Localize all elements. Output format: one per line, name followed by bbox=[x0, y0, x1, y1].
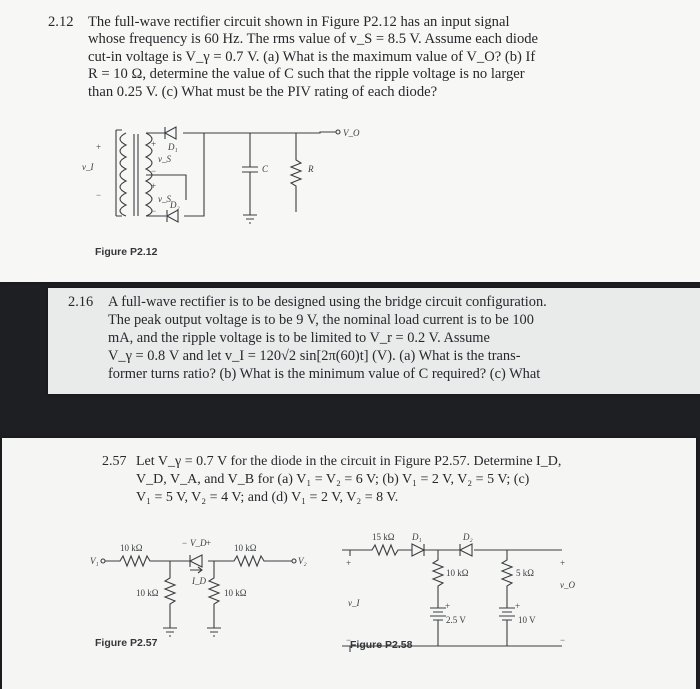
vd-label: V_D bbox=[190, 538, 207, 548]
vo-label: V_O bbox=[343, 128, 360, 138]
plus-sign: + bbox=[151, 139, 157, 149]
problem-number: 2.12 bbox=[48, 14, 74, 30]
d2-label: D₂ bbox=[463, 532, 473, 542]
resistor-label: 10 kΩ bbox=[446, 568, 469, 578]
problem-line: Let V_γ = 0.7 V for the diode in the circuit in Figure P2.57. Determine I_D, bbox=[136, 454, 562, 469]
minus-sign: − bbox=[182, 538, 188, 548]
id-label: I_D bbox=[192, 576, 206, 586]
vs-top-label: v_S bbox=[158, 154, 171, 164]
plus-sign: + bbox=[206, 538, 212, 548]
capacitor-label: C bbox=[262, 164, 269, 174]
problem-line: R = 10 Ω, determine the value of C such that the ripple voltage is no larger bbox=[88, 66, 525, 83]
source-label: 10 V bbox=[518, 615, 536, 625]
problem-2-57-page bbox=[2, 438, 696, 689]
problem-line: whose frequency is 60 Hz. The rms value of v_S = 8.5 V. Assume each diode bbox=[88, 31, 539, 48]
resistor-label: 10 kΩ bbox=[234, 543, 257, 553]
resistor-label: R bbox=[308, 164, 314, 174]
d2-label: D₂ bbox=[170, 200, 180, 210]
resistor-label: 15 kΩ bbox=[372, 532, 395, 542]
plus-sign: + bbox=[96, 142, 102, 152]
resistor-label: 10 kΩ bbox=[120, 543, 143, 553]
problem-number: 2.16 bbox=[68, 294, 94, 310]
figure-caption: Figure P2.57 bbox=[95, 637, 158, 649]
v2-label: V₂ bbox=[298, 556, 307, 566]
figure-p2-57-circuit bbox=[2, 518, 332, 689]
problem-2-57-text bbox=[102, 453, 682, 507]
vi-label: v_I bbox=[82, 162, 94, 172]
problem-line: A full-wave rectifier is to be designed using the bridge circuit configuration. bbox=[108, 294, 547, 310]
problem-line: cut-in voltage is V_γ = 0.7 V. (a) What is the maximum value of V_O? (b) If bbox=[88, 48, 536, 65]
source-label: 2.5 V bbox=[446, 615, 466, 625]
minus-sign: − bbox=[151, 206, 157, 216]
problem-line: The peak output voltage is to be 9 V, the nominal load current is to be 100 bbox=[108, 312, 534, 328]
problem-number: 2.57 bbox=[102, 454, 127, 469]
problem-line: V₁ = 5 V, V₂ = 4 V; and (d) V₁ = 2 V, V₂ = 8 V. bbox=[136, 490, 399, 505]
problem-line: V_D, V_A, and V_B for (a) V₁ = V₂ = 6 V; (b) V₁ = 2 V, V₂ = 5 V; (c) bbox=[136, 472, 530, 487]
d1-label: D₁ bbox=[412, 532, 422, 542]
vo-label: v_O bbox=[560, 580, 575, 590]
problem-line: The full-wave rectifier circuit shown in Figure P2.12 has an input signal bbox=[88, 14, 510, 30]
figure-p2-58-circuit bbox=[332, 518, 662, 689]
minus-sign: − bbox=[96, 190, 102, 200]
problem-line: V_γ = 0.8 V and let v_I = 120√2 sin[2π(60)t] (V). (a) What is the trans- bbox=[108, 348, 521, 364]
minus-sign: − bbox=[560, 635, 566, 645]
resistor-label: 10 kΩ bbox=[224, 588, 247, 598]
plus-sign: + bbox=[560, 558, 566, 568]
plus-sign: + bbox=[151, 181, 157, 191]
problem-line: former turns ratio? (b) What is the minimum value of C required? (c) What bbox=[108, 366, 541, 382]
resistor-label: 5 kΩ bbox=[516, 568, 534, 578]
vs-bottom-label: v_S bbox=[158, 194, 171, 204]
d1-label: D₁ bbox=[168, 142, 178, 152]
minus-sign: − bbox=[151, 166, 157, 176]
resistor-label: 10 kΩ bbox=[136, 588, 159, 598]
problem-2-12-page bbox=[0, 0, 700, 282]
problem-line: mA, and the ripple voltage is to be limited to V_r = 0.2 V. Assume bbox=[108, 330, 490, 346]
problem-2-16-text bbox=[68, 293, 696, 383]
v1-label: V₁ bbox=[90, 556, 99, 566]
minus-sign: − bbox=[346, 635, 352, 645]
problem-2-16-page bbox=[48, 288, 700, 394]
figure-p2-12-circuit bbox=[0, 0, 700, 282]
figure-caption: Figure P2.12 bbox=[95, 246, 158, 258]
problem-line: than 0.25 V. (c) What must be the PIV rating of each diode? bbox=[88, 83, 438, 100]
plus-sign: + bbox=[346, 558, 352, 568]
vi-label: v_I bbox=[348, 598, 360, 608]
plus-sign: + bbox=[445, 601, 451, 611]
plus-sign: + bbox=[515, 601, 521, 611]
figure-caption: Figure P2.58 bbox=[350, 639, 413, 651]
